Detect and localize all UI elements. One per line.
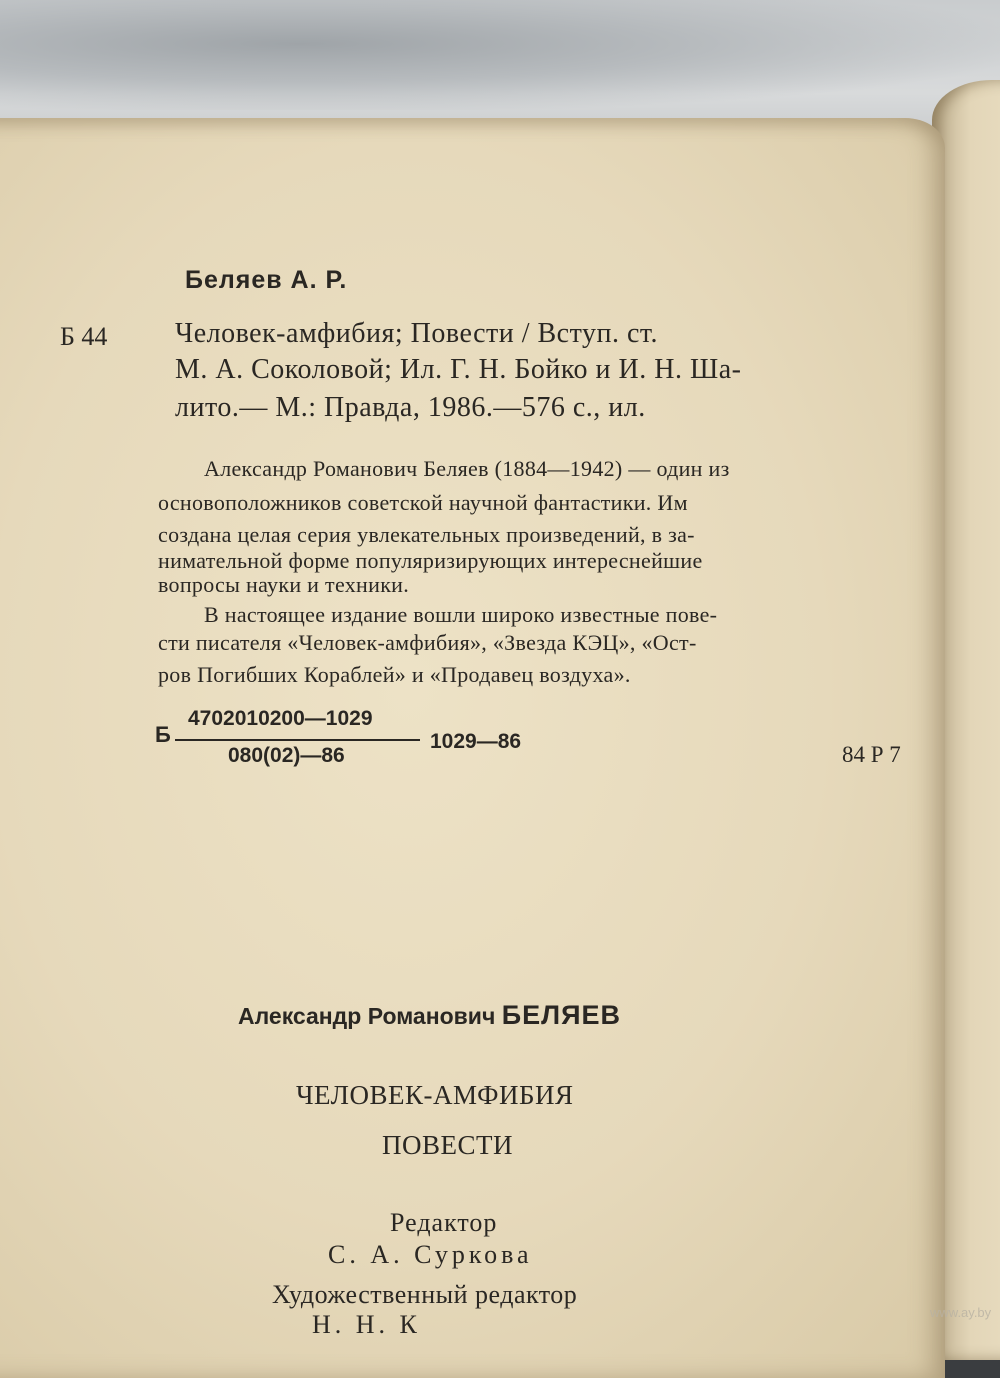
isbn-numerator: 4702010200—1029 — [188, 707, 373, 730]
isbn-suffix: 1029—86 — [430, 730, 522, 753]
annotation-line: В настоящее издание вошли широко известные пове- — [204, 602, 718, 627]
art-editor-role: Художественный редактор — [272, 1280, 578, 1309]
annotation-line: вопросы науки и техники. — [158, 572, 410, 597]
bbk-index: 84 Р 7 — [842, 742, 901, 767]
site-watermark: www.ay.by — [930, 1305, 992, 1320]
annotation-line: нимательной форме популяризирующих интереснейшие — [158, 548, 703, 573]
bibliographic-line: М. А. Соколовой; Ил. Г. Н. Бойко и И. Н. Ша- — [175, 354, 742, 385]
catalog-author-heading: Беляев А. Р. — [185, 266, 348, 294]
bibliographic-line: Человек-амфибия; Повести / Вступ. ст. — [175, 318, 659, 349]
imprint-author — [238, 1000, 621, 1031]
isbn-fraction-line — [175, 739, 420, 741]
editor-name: С. А. Суркова — [328, 1240, 533, 1269]
annotation-line: ров Погибших Кораблей» и «Продавец воздуха». — [158, 662, 631, 687]
editor-role: Редактор — [390, 1208, 498, 1237]
author-surname: БЕЛЯЕВ — [501, 1000, 621, 1030]
art-editor-name: Н. Н. К — [312, 1310, 421, 1339]
annotation-line: основоположников советской научной фантастики. Им — [158, 490, 688, 515]
plastic-wrap — [0, 0, 1000, 110]
bibliographic-line: лито.— М.: Правда, 1986.—576 с., ил. — [175, 392, 646, 423]
annotation-line: создана целая серия увлекательных произведений, в за- — [158, 522, 695, 547]
annotation-line: Александр Романович Беляев (1884—1942) — один из — [204, 456, 730, 481]
author-given-names: Александр Романович — [238, 1003, 496, 1029]
isbn-prefix: Б — [155, 722, 171, 747]
shelf-mark: Б 44 — [60, 322, 108, 351]
isbn-denominator: 080(02)—86 — [228, 744, 345, 767]
annotation-line: сти писателя «Человек-амфибия», «Звезда КЭЦ», «Ост- — [158, 630, 697, 655]
imprint-subtitle: ПОВЕСТИ — [382, 1130, 513, 1160]
imprint-title: ЧЕЛОВЕК-АМФИБИЯ — [296, 1080, 574, 1110]
